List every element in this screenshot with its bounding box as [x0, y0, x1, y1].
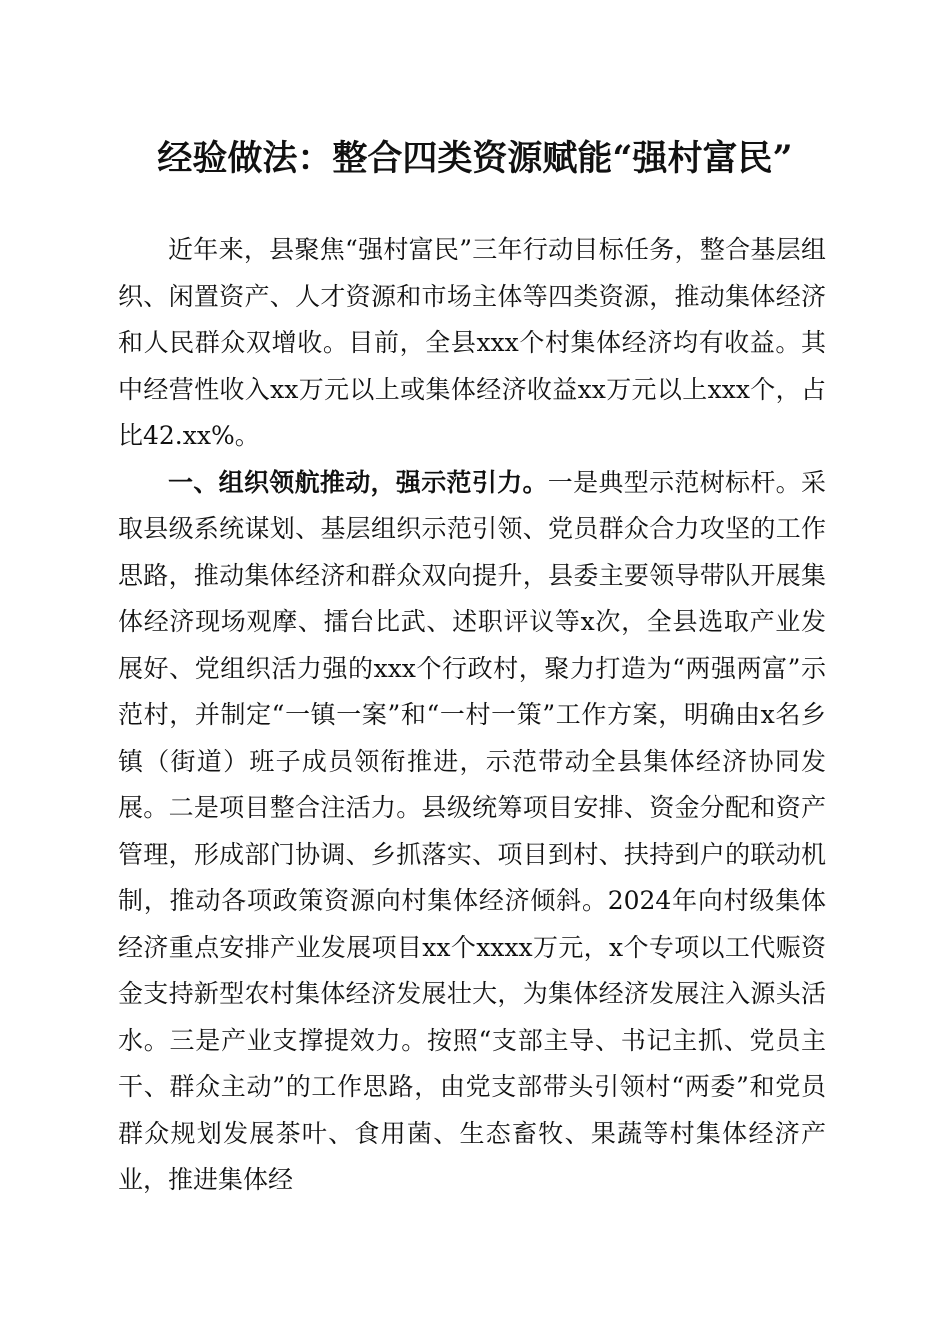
intro-paragraph: 近年来，县聚焦“强村富民”三年行动目标任务，整合基层组织、闲置资产、人才资源和市场主体等四类资源，推动集体经济和人民群众双增收。目前，全县xxx个村集体经济均有收益。其中经营性收入xx万元以上或集体经济收益xx万元以上xxx个，占比42.xx%。 [118, 235, 826, 450]
document-title: 经验做法：整合四类资源赋能“强村富民” [157, 138, 793, 179]
section-1-paragraph [118, 460, 826, 1204]
section-1-heading: 一、组织领航推动，强示范引力。 [168, 467, 548, 497]
document-body [118, 227, 826, 1204]
section-1-text: 一是典型示范树标杆。采取县级系统谋划、基层组织示范引领、党员群众合力攻坚的工作思路，推动集体经济和群众双向提升，县委主要领导带队开展集体经济现场观摩、擂台比武、述职评议等x次，全县选取产业发展好、党组织活力强的xxx个行政村，聚力打造为“两强两富”示范村，并制定“一镇一案”和“一村一策”工作方案，明确由x名乡镇（街道）班子成员领衔推进，示范带动全县集体经济协同发展。二是项目整合注活力。县级统筹项目安排、资金分配和资产管理，形成部门协调、乡抓落实、项目到村、扶持到户的联动机制，推动各项政策资源向村集体经济倾斜。2024年向村级集体经济重点安排产业发展项目xx个xxxx万元，x个专项以工代赈资金支持新型农村集体经济发展壮大，为集体经济发展注入源头活水。三是产业支撑提效力。按照“支部主导、书记主抓、党员主干、群众主动”的工作思路，由党支部带头引领村“两委”和党员群众规划发展茶叶、食用菌、生态畜牧、果蔬等村集体经济产业，推进集体经 [118, 467, 826, 1194]
